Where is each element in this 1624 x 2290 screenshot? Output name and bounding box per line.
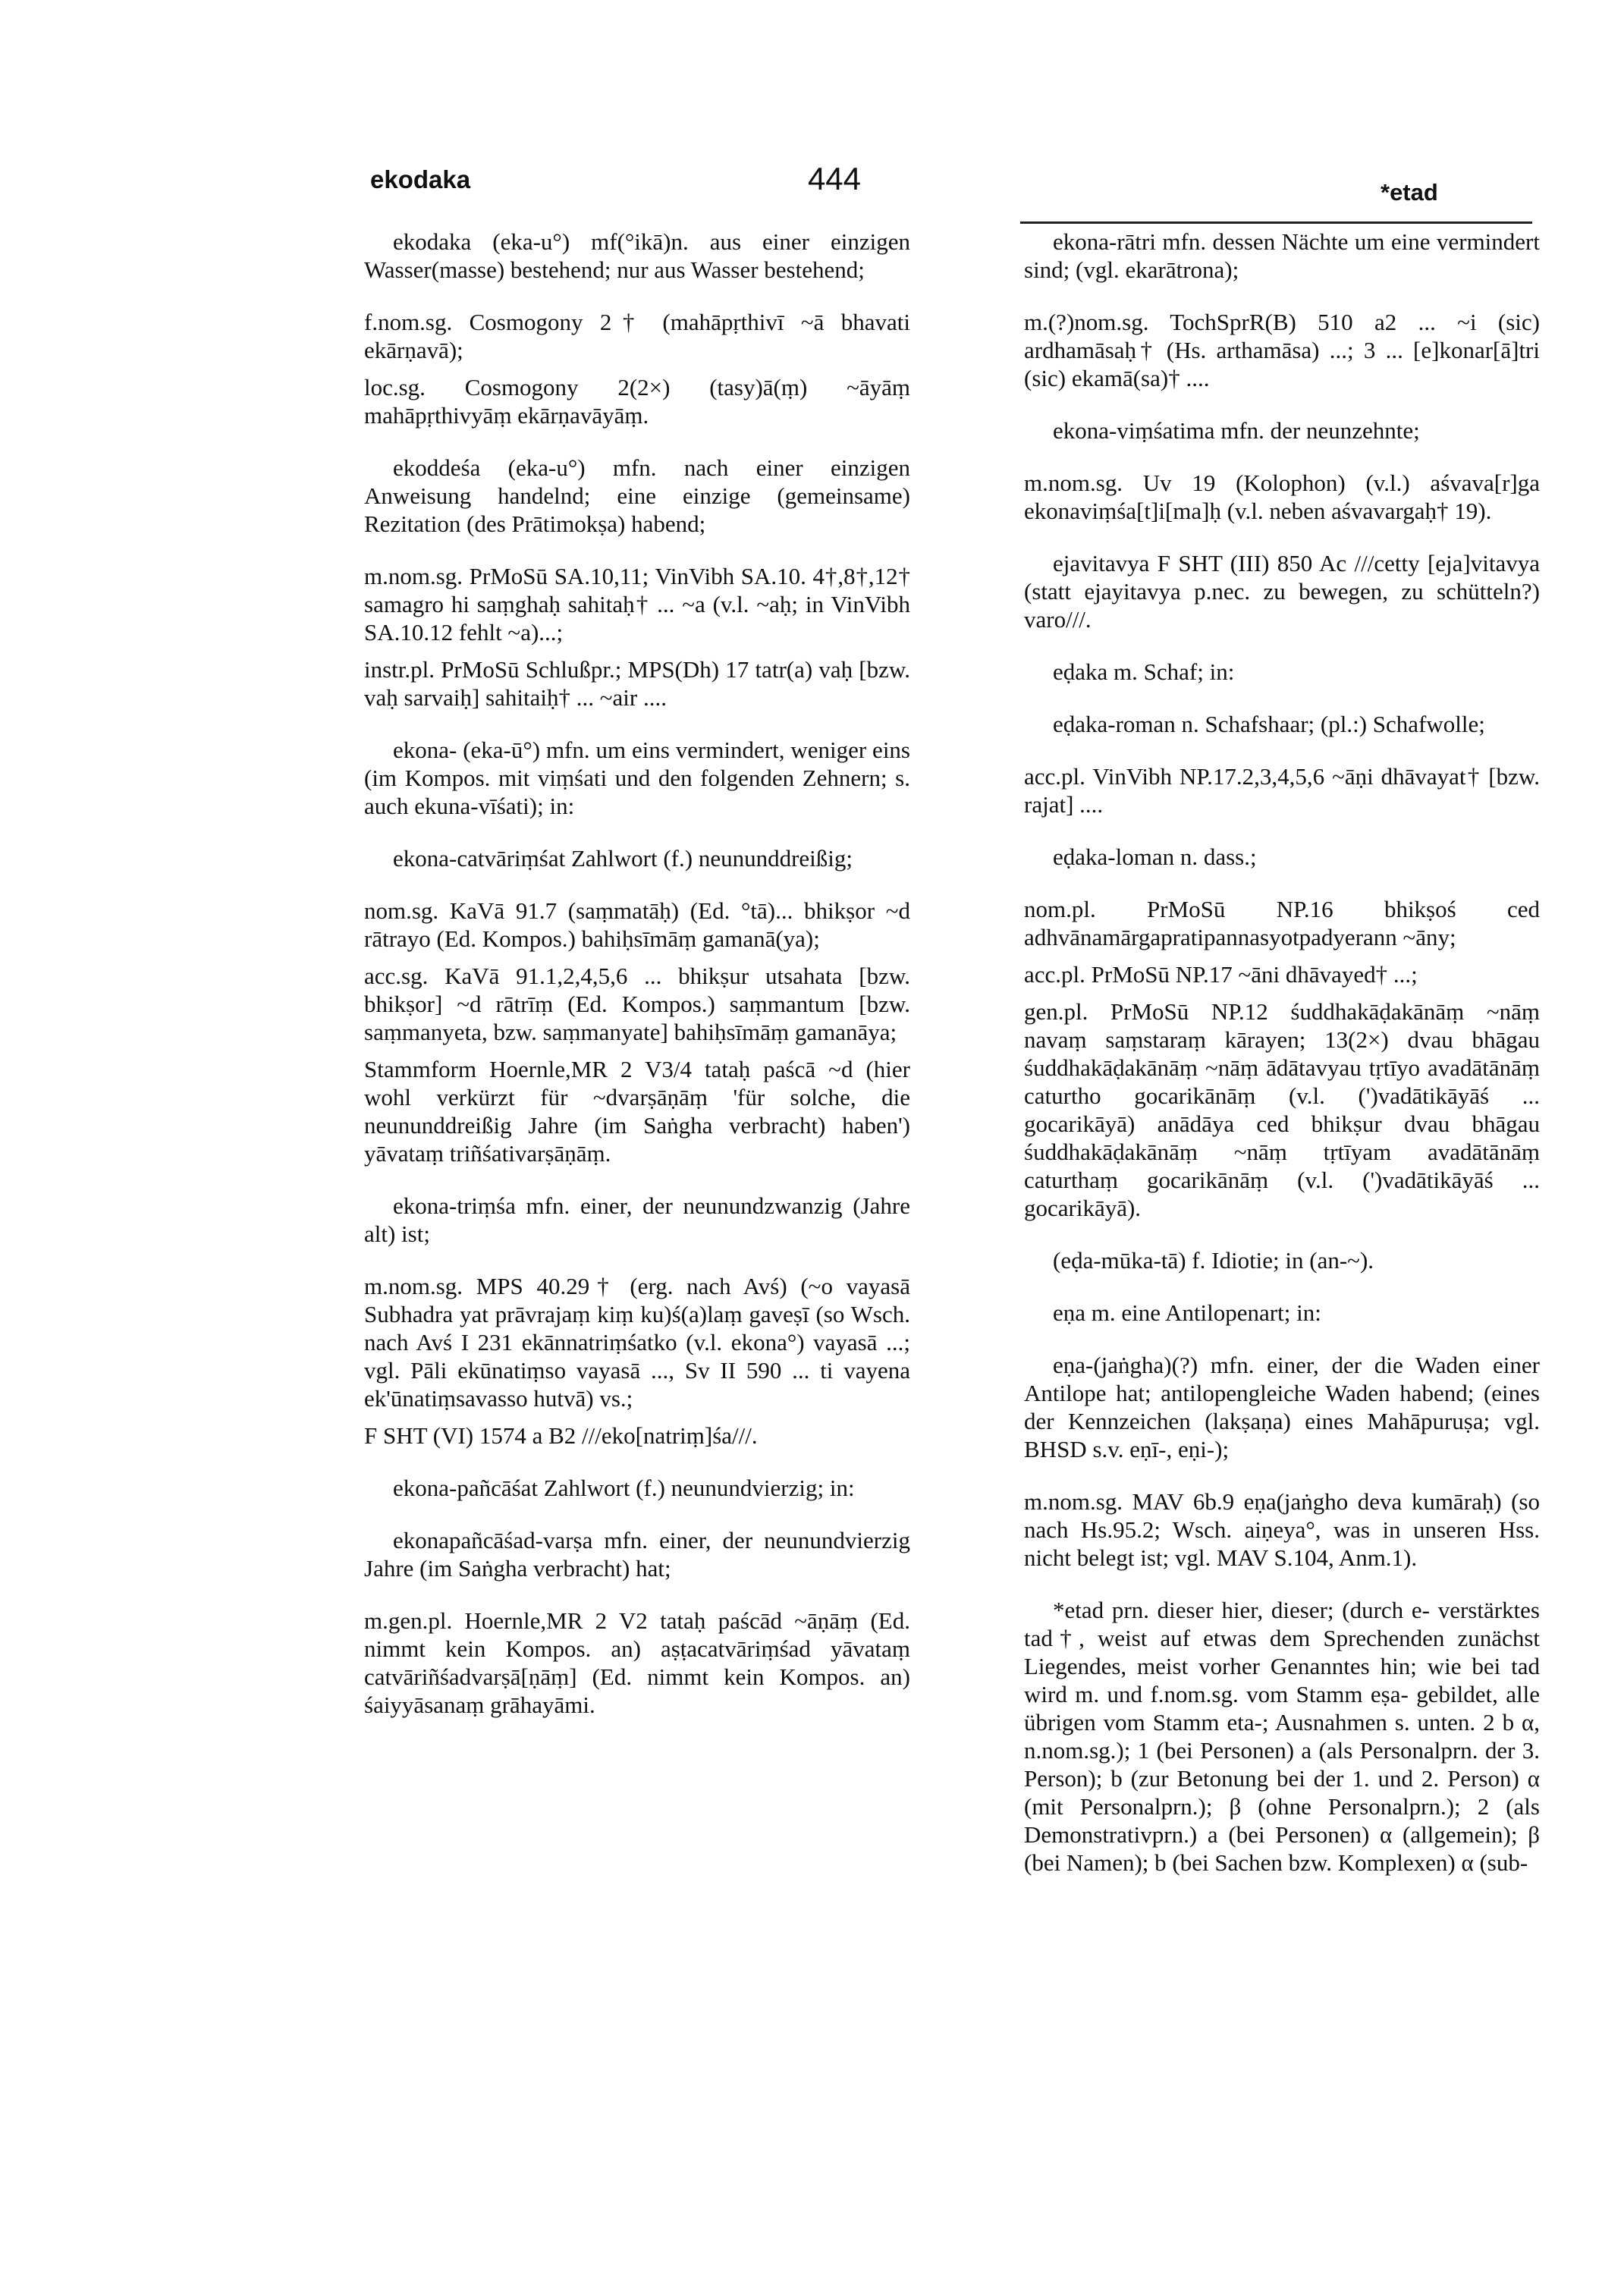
entry-edaka: eḍaka m. Schaf; in:: [1053, 658, 1235, 685]
entry-etad: *etad prn. dieser hier, dieser; (durch e- verstärktes tad†, weist auf etwas dem Sprechenden zunächst Liegendes, meist vorher Genanntes hin; wie bei tad wird m. und f.nom.sg. vom Stamm eṣa- gebildet, alle übrigen vom Stamm eta-; Ausnahmen s. unten. 2 b α, n.nom.sg.); 1 (bei Personen) a (als Personalprn. der 3. Person); b (zur Betonung bei der 1. und 2. Person) α (mit Personalprn.); β (ohne Personalprn.); 2 (als Demonstrativprn.) a (bei Personen) α (allgemein); β (bei Namen); b (bei Sachen bzw. Komplexen) α (sub-: [1024, 1597, 1540, 1876]
entry-line: m.nom.sg. Uv 19 (Kolophon) (v.l.) aśvava[r]ga ekonaviṃśa[t]i[ma]ḥ (v.l. neben aśvavargaḥ† 19).: [1024, 470, 1540, 524]
entry-ekona-pancasat: ekona-pañcāśat Zahlwort (f.) neunundvierzig; in:: [393, 1475, 855, 1501]
entry-line: acc.sg. KaVā 91.1,2,4,5,6 ... bhikṣur utsahata [bzw. bhikṣor] ~d rātrīṃ (Ed. Kompos.) saṃmantum [bzw. saṃmanyeta, bzw. saṃmanyate] bahiḥsīmāṃ gamanāya;: [364, 963, 910, 1045]
entry-ekona-catvarimsat: ekona-catvāriṃśat Zahlwort (f.) neununddreißig;: [393, 845, 853, 872]
entry-ena: eṇa m. eine Antilopenart; in:: [1053, 1299, 1321, 1326]
entry-line: Stammform Hoernle,MR 2 V3/4 tataḥ paścā ~d (hier wohl verkürzt für ~dvarṣāṇāṃ 'für solche, die neununddreißig Jahre (im Saṅgha verbracht) haben') yāvataṃ triñśativarṣāṇāṃ.: [364, 1056, 910, 1167]
entry-ekona-ratri: ekona-rātri mfn. dessen Nächte um eine vermindert sind; (vgl. ekarātrona);: [1024, 228, 1540, 283]
page-number: 444: [807, 161, 862, 196]
entry-ekonapancasad-varsa: ekonapañcāśad-varṣa mfn. einer, der neunundvierzig Jahre (im Saṅgha verbracht) hat;: [364, 1527, 910, 1582]
entry-edaka-loman: eḍaka-loman n. dass.;: [1053, 843, 1257, 870]
entry-line: m.(?)nom.sg. TochSprR(B) 510 a2 ... ~i (sic) ardhamāsaḥ† (Hs. arthamāsa) ...; 3 ... [e]konar[ā]tri (sic) ekamā(sa)† ....: [1024, 309, 1540, 391]
entry-line: m.nom.sg. MAV 6b.9 eṇa(jaṅgho deva kumāraḥ) (so nach Hs.95.2; Wsch. aiṇeya°, was in unseren Hss. nicht belegt ist; vgl. MAV S.104, Anm.1).: [1024, 1488, 1540, 1571]
entry-ena-jangha: eṇa-(jaṅgha)(?) mfn. einer, der die Waden einer Antilope hat; antilopengleiche Waden habend; (eines der Kennzeichen (lakṣaṇa) eines Mahāpuruṣa; vgl. BHSD s.v. eṇī-, eṇi-);: [1024, 1352, 1540, 1462]
entry-line: m.gen.pl. Hoernle,MR 2 V2 tataḥ paścād ~āṇāṃ (Ed. nimmt kein Kompos. an) aṣṭacatvāriṃśad yāvataṃ catvāriñśadvarṣā[ṇāṃ] (Ed. nimmt kein Kompos. an) śaiyyāsanaṃ grāhayāmi.: [364, 1607, 910, 1718]
entry-line: m.nom.sg. PrMoSū SA.10,11; VinVibh SA.10. 4†,8†,12† samagro hi saṃghaḥ sahitaḥ† ... ~a (v.l. ~aḥ; in VinVibh SA.10.12 fehlt ~a)...;: [364, 563, 910, 646]
entry-line: gen.pl. PrMoSū NP.12 śuddhakāḍakānāṃ ~nāṃ navaṃ saṃstaraṃ kārayen; 13(2×) dvau bhāgau śuddhakāḍakānāṃ ~nāṃ ādātavyau tṛtīyo avadātānāṃ caturtho gocarikānāṃ (v.l. (')vadātikāyāś ... gocarikāyā) anādāya ced bhikṣur dvau bhāgau śuddhakāḍakānāṃ ~nāṃ tṛtīyam avadātānāṃ caturthaṃ gocarikānāṃ (v.l. (')vadātikāyāś ... gocarikāyā).: [1024, 998, 1540, 1221]
entry-line: F SHT (VI) 1574 a B2 ///eko[natriṃ]śa///.: [364, 1422, 758, 1449]
header-rule: [1020, 221, 1532, 224]
entry-line: loc.sg. Cosmogony 2(2×) (tasy)ā(ṃ) ~āyāṃ mahāpṛthivyāṃ ekārṇavāyāṃ.: [364, 374, 910, 429]
entry-line: f.nom.sg. Cosmogony 2† (mahāpṛthivī ~ā bhavati ekārṇavā);: [364, 309, 910, 363]
entry-ekona: ekona- (eka-ū°) mfn. um eins vermindert, weniger eins (im Kompos. mit viṃśati und den folgenden Zehnern; s. auch ekuna-vīśati); in:: [364, 737, 910, 819]
entry-line: instr.pl. PrMoSū Schlußpr.; MPS(Dh) 17 tatr(a) vaḥ [bzw. vaḥ sarvaiḥ] sahitaiḥ† ... ~air ....: [364, 656, 910, 711]
entry-ekodaka: ekodaka (eka-u°) mf(°ikā)n. aus einer einzigen Wasser(masse) bestehend; nur aus Wasser bestehend;: [364, 228, 910, 283]
entry-line: nom.sg. KaVā 91.7 (saṃmatāḥ) (Ed. °tā)... bhikṣor ~d rātrayo (Ed. Kompos.) bahiḥsīmāṃ gamanā(ya);: [364, 897, 910, 952]
entry-eda-muka-ta: (eḍa-mūka-tā) f. Idiotie; in (an-~).: [1053, 1247, 1374, 1274]
right-column: [1024, 228, 1540, 1901]
page-header: [0, 0, 1624, 228]
entry-edaka-roman: eḍaka-roman n. Schafshaar; (pl.:) Schafwolle;: [1053, 711, 1485, 737]
entry-line: acc.pl. PrMoSū NP.17 ~āni dhāvayed† ...;: [1024, 961, 1418, 988]
entry-ejavitavya: ejavitavya F SHT (III) 850 Ac ///cetty [eja]vitavya (statt ejayitavya p.nec. zu bewegen, zu schütteln?) varo///.: [1024, 550, 1540, 633]
entry-ekona-vimsatima: ekona-viṃśatima mfn. der neunzehnte;: [1053, 417, 1420, 444]
entry-ekona-trimsa: ekona-triṃśa mfn. einer, der neunundzwanzig (Jahre alt) ist;: [364, 1192, 910, 1247]
entry-line: nom.pl. PrMoSū NP.16 bhikṣoś ced adhvānamārgapratipannasyotpadyerann ~āny;: [1024, 896, 1540, 950]
running-head-right: *etad: [1381, 179, 1438, 206]
running-head-left: ekodaka: [370, 165, 471, 193]
entry-line: acc.pl. VinVibh NP.17.2,3,4,5,6 ~āṇi dhāvayat† [bzw. rajat] ....: [1024, 763, 1540, 818]
entry-line: m.nom.sg. MPS 40.29† (erg. nach Avś) (~o vayasā Subhadra yat prāvrajaṃ kiṃ ku)ś(a)laṃ gaveṣī (so Wsch. nach Avś I 231 ekānnatriṃśatko (v.l. ekona°) vayasā ...; vgl. Pāli ekūnatiṃso vayasā ..., Sv II 590 ... ti vayena ek'ūnatiṃsavasso hutvā) vs.;: [364, 1273, 910, 1412]
entry-ekoddesa: ekoddeśa (eka-u°) mfn. nach einer einzigen Anweisung handelnd; eine einzige (gemeinsame) Rezitation (des Prātimokṣa) habend;: [364, 454, 910, 537]
left-column: [364, 228, 910, 1743]
